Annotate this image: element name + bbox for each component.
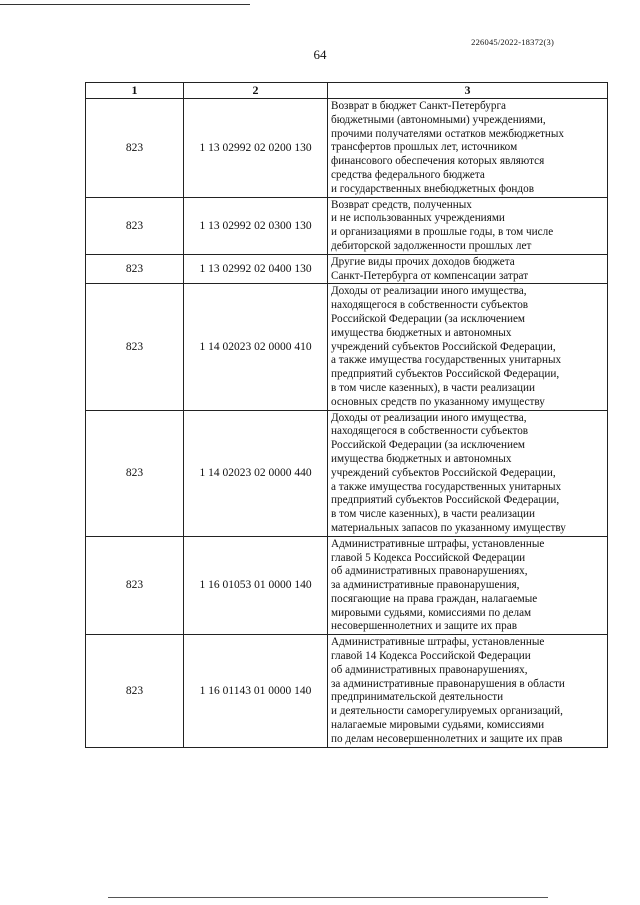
budget-classification-code-cell: 1 13 02992 02 0200 130 bbox=[184, 99, 328, 198]
description-line: об административных правонарушениях, bbox=[331, 565, 528, 578]
admin-code-cell: 823 bbox=[86, 410, 184, 536]
description-line: предприятий субъектов Российской Федерации, bbox=[331, 494, 560, 507]
description-line: об административных правонарушениях, bbox=[331, 663, 528, 676]
description-line: несовершеннолетних и защите их прав bbox=[331, 620, 517, 633]
description-line: Возврат в бюджет Санкт-Петербурга bbox=[331, 100, 507, 112]
top-divider-line bbox=[0, 4, 250, 5]
income-description-cell bbox=[328, 284, 608, 410]
description-line: материальных запасов по указанному имуществу bbox=[331, 521, 566, 534]
income-description-cell bbox=[328, 99, 608, 198]
description-line: трансфертов прошлых лет, источником bbox=[331, 141, 518, 154]
description-line: учреждений субъектов Российской Федерации, bbox=[331, 340, 556, 353]
budget-codes-table bbox=[85, 82, 608, 748]
income-description-cell bbox=[328, 635, 608, 747]
description-line: а также имущества государственных унитарных bbox=[331, 354, 562, 367]
admin-code-cell: 823 bbox=[86, 99, 184, 198]
description-line: Возврат средств, полученных bbox=[331, 198, 472, 211]
description-line: предприятий субъектов Российской Федерации, bbox=[331, 368, 560, 381]
description-line: Административные штрафы, установленные bbox=[331, 537, 545, 550]
description-line: Административные штрафы, установленные bbox=[331, 636, 545, 649]
description-line: находящегося в собственности субъектов bbox=[331, 299, 529, 312]
description-line: и деятельности саморегулируемых организаций, bbox=[331, 705, 563, 718]
admin-code-cell: 823 bbox=[86, 284, 184, 410]
description-line: Доходы от реализации иного имущества, bbox=[331, 411, 527, 424]
budget-classification-code-cell: 1 13 02992 02 0400 130 bbox=[184, 254, 328, 284]
budget-classification-code-cell: 1 16 01143 01 0000 140 bbox=[184, 635, 328, 747]
column-header-3: 3 bbox=[328, 83, 608, 99]
table-row bbox=[86, 635, 608, 747]
table-row bbox=[86, 536, 608, 635]
budget-classification-code-cell: 1 14 02023 02 0000 410 bbox=[184, 284, 328, 410]
description-line: главой 5 Кодекса Российской Федерации bbox=[331, 551, 526, 564]
income-description-cell bbox=[328, 536, 608, 635]
bottom-divider-line bbox=[108, 897, 548, 898]
budget-classification-code-cell: 1 16 01053 01 0000 140 bbox=[184, 536, 328, 635]
description-line: прочими получателями остатков межбюджетных bbox=[331, 127, 565, 140]
description-line: за административные правонарушения, bbox=[331, 579, 520, 592]
admin-code-cell: 823 bbox=[86, 254, 184, 284]
description-line: Российской Федерации (за исключением bbox=[331, 312, 525, 325]
admin-code-cell: 823 bbox=[86, 536, 184, 635]
table-row bbox=[86, 254, 608, 284]
description-line: и государственных внебюджетных фондов bbox=[331, 182, 534, 195]
description-line: дебиторской задолженности прошлых лет bbox=[331, 239, 532, 252]
income-description-cell bbox=[328, 254, 608, 284]
description-line: а также имущества государственных унитарных bbox=[331, 480, 562, 493]
description-line: предпринимательской деятельности bbox=[331, 691, 504, 704]
description-line: в том числе казенных), в части реализации bbox=[331, 508, 536, 521]
table-row bbox=[86, 197, 608, 254]
description-line: за административные правонарушения в области bbox=[331, 677, 565, 690]
description-line: имущества бюджетных и автономных bbox=[331, 452, 512, 465]
page-number: 64 bbox=[313, 47, 327, 62]
description-line: имущества бюджетных и автономных bbox=[331, 326, 512, 339]
column-header-1: 1 bbox=[86, 83, 184, 99]
description-line: находящегося в собственности субъектов bbox=[331, 425, 529, 438]
description-line: средства федерального бюджета bbox=[331, 168, 485, 181]
description-line: налагаемые мировыми судьями, комиссиями bbox=[331, 719, 545, 732]
description-line: Российской Федерации (за исключением bbox=[331, 439, 525, 452]
table-row bbox=[86, 410, 608, 536]
document-id: 226045/2022-18372(3) bbox=[471, 37, 554, 47]
table-row bbox=[86, 99, 608, 198]
description-line: Другие виды прочих доходов бюджета bbox=[331, 255, 515, 268]
description-line: и организациями в прошлые годы, в том числе bbox=[331, 226, 554, 239]
admin-code-cell: 823 bbox=[86, 635, 184, 747]
income-description-cell bbox=[328, 197, 608, 254]
description-line: Санкт-Петербурга от компенсации затрат bbox=[331, 269, 529, 282]
description-line: финансового обеспечения которых являются bbox=[331, 155, 545, 168]
budget-classification-code-cell: 1 14 02023 02 0000 440 bbox=[184, 410, 328, 536]
description-line: и не использованных учреждениями bbox=[331, 212, 505, 225]
description-line: в том числе казенных), в части реализации bbox=[331, 381, 536, 394]
description-line: Доходы от реализации иного имущества, bbox=[331, 285, 527, 298]
column-header-2: 2 bbox=[184, 83, 328, 99]
table-row bbox=[86, 284, 608, 410]
admin-code-cell: 823 bbox=[86, 197, 184, 254]
description-line: мировыми судьями, комиссиями по делам bbox=[331, 606, 532, 619]
description-line: посягающие на права граждан, налагаемые bbox=[331, 592, 538, 605]
description-line: по делам несовершеннолетних и защите их прав bbox=[331, 732, 563, 745]
description-line: основных средств по указанному имуществу bbox=[331, 395, 545, 408]
budget-classification-code-cell: 1 13 02992 02 0300 130 bbox=[184, 197, 328, 254]
description-line: бюджетными (автономными) учреждениями, bbox=[331, 113, 546, 126]
table-header-row bbox=[86, 83, 608, 99]
description-line: учреждений субъектов Российской Федерации, bbox=[331, 466, 556, 479]
description-line: главой 14 Кодекса Российской Федерации bbox=[331, 650, 531, 663]
income-description-cell bbox=[328, 410, 608, 536]
